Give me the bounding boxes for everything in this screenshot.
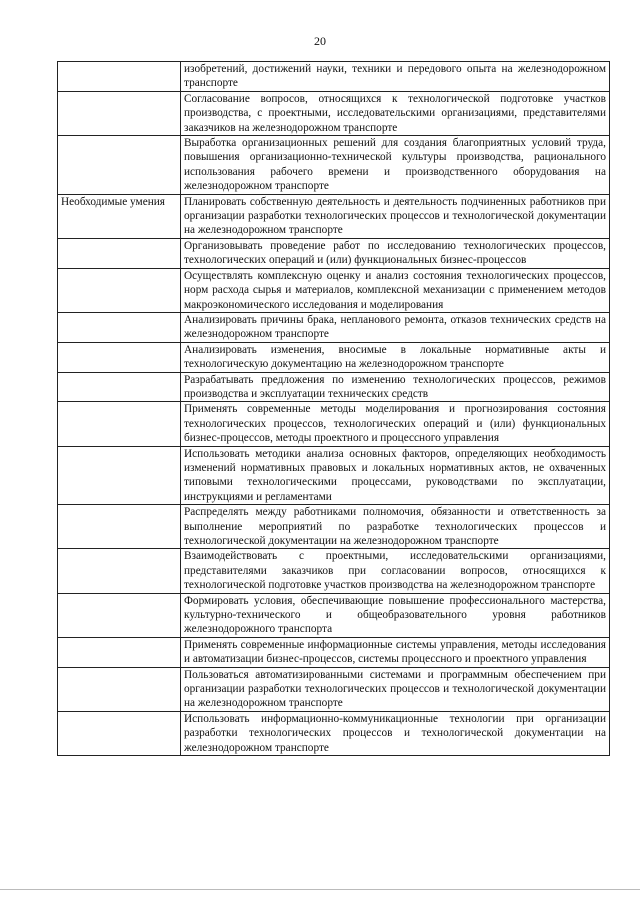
row-label-cell bbox=[58, 637, 181, 667]
row-label-cell bbox=[58, 549, 181, 593]
row-label-cell bbox=[58, 342, 181, 372]
row-label-cell bbox=[58, 505, 181, 549]
table-row bbox=[58, 238, 610, 268]
row-text-cell: Организовывать проведение работ по исследованию технологических процессов, технологических операций и (или) функциональных бизнес-процессов bbox=[181, 238, 610, 268]
row-label-cell bbox=[58, 91, 181, 135]
page-number: 20 bbox=[314, 34, 326, 48]
row-text-cell: Взаимодействовать с проектными, исследовательскими организациями, представителями заказчиков при согласовании вопросов, относящихся к технологической подготовке участков производства на железнодорожном транспорте bbox=[181, 549, 610, 593]
row-label-cell bbox=[58, 667, 181, 711]
table-row bbox=[58, 62, 610, 92]
row-text-cell: Анализировать причины брака, непланового ремонта, отказов технических средств на железнодорожном транспорте bbox=[181, 312, 610, 342]
table-row bbox=[58, 637, 610, 667]
row-label-cell bbox=[58, 136, 181, 195]
row-text-cell: Осуществлять комплексную оценку и анализ состояния технологических процессов, норм расхода сырья и материалов, комплексной механизации с применением методов макроэкономического исследования и моделирования bbox=[181, 268, 610, 312]
row-label-cell bbox=[58, 238, 181, 268]
table-row bbox=[58, 194, 610, 238]
table-row bbox=[58, 593, 610, 637]
row-text-cell: Применять современные информационные системы управления, методы исследования и автоматизации бизнес-процессов, системы процессного и проектного управления bbox=[181, 637, 610, 667]
row-text-cell: Использовать информационно-коммуникационные технологии при организации разработки технологических процессов и технологической документации на железнодорожном транспорте bbox=[181, 711, 610, 755]
table-row bbox=[58, 136, 610, 195]
table-row bbox=[58, 312, 610, 342]
table-row bbox=[58, 505, 610, 549]
table-row bbox=[58, 711, 610, 755]
table-row bbox=[58, 446, 610, 505]
row-text-cell: Выработка организационных решений для создания благоприятных условий труда, повышения организационно-технической культуры производства, рационального использования рабочего времени и производственного оборудования на железнодорожном транспорте bbox=[181, 136, 610, 195]
row-text-cell: Согласование вопросов, относящихся к технологической подготовке участков производства, с проектными, исследовательскими организациями, представителями заказчиков на железнодорожном транспорте bbox=[181, 91, 610, 135]
page-bottom-edge bbox=[0, 889, 640, 890]
table-row bbox=[58, 667, 610, 711]
row-label-cell bbox=[58, 312, 181, 342]
row-label-cell bbox=[58, 446, 181, 505]
row-text-cell: Разрабатывать предложения по изменению технологических процессов, режимов производства и эксплуатации технических средств bbox=[181, 372, 610, 402]
table-row bbox=[58, 402, 610, 446]
requirements-table bbox=[57, 61, 610, 756]
row-text-cell: Пользоваться автоматизированными системами и программным обеспечением при организации разработки технологических процессов и технологической документации на железнодорожном транспорте bbox=[181, 667, 610, 711]
row-text-cell: Анализировать изменения, вносимые в локальные нормативные акты и технологическую документацию на железнодорожном транспорте bbox=[181, 342, 610, 372]
row-text-cell: Формировать условия, обеспечивающие повышение профессионального мастерства, культурно-технического и общеобразовательного уровня работников железнодорожного транспорта bbox=[181, 593, 610, 637]
table-row bbox=[58, 268, 610, 312]
table-row bbox=[58, 342, 610, 372]
row-label-cell bbox=[58, 62, 181, 92]
row-label-cell bbox=[58, 268, 181, 312]
row-text-cell: Использовать методики анализа основных факторов, определяющих необходимость изменений нормативных правовых и локальных нормативных актов, не охваченных типовыми технологическими процессами, руководствами по эксплуатации, инструкциями и регламентами bbox=[181, 446, 610, 505]
row-label-cell bbox=[58, 711, 181, 755]
row-text-cell: Распределять между работниками полномочия, обязанности и ответственность за выполнение мероприятий по разработке технологических процессов и технологической документации на железнодорожном транспорте bbox=[181, 505, 610, 549]
row-text-cell: Применять современные методы моделирования и прогнозирования состояния технологических процессов, технологических операций и (или) функциональных бизнес-процессов, методы проектного и процессного управления bbox=[181, 402, 610, 446]
table-row bbox=[58, 372, 610, 402]
row-label-cell bbox=[58, 402, 181, 446]
table-row bbox=[58, 549, 610, 593]
row-text-cell: изобретений, достижений науки, техники и передового опыта на железнодорожном транспорте bbox=[181, 62, 610, 92]
row-text-cell: Планировать собственную деятельность и деятельность подчиненных работников при организации разработки технологических процессов и технологической документации на железнодорожном транспорте bbox=[181, 194, 610, 238]
row-label-cell bbox=[58, 593, 181, 637]
table-row bbox=[58, 91, 610, 135]
row-label-cell bbox=[58, 372, 181, 402]
section-label-required-skills: Необходимые умения bbox=[58, 194, 181, 238]
